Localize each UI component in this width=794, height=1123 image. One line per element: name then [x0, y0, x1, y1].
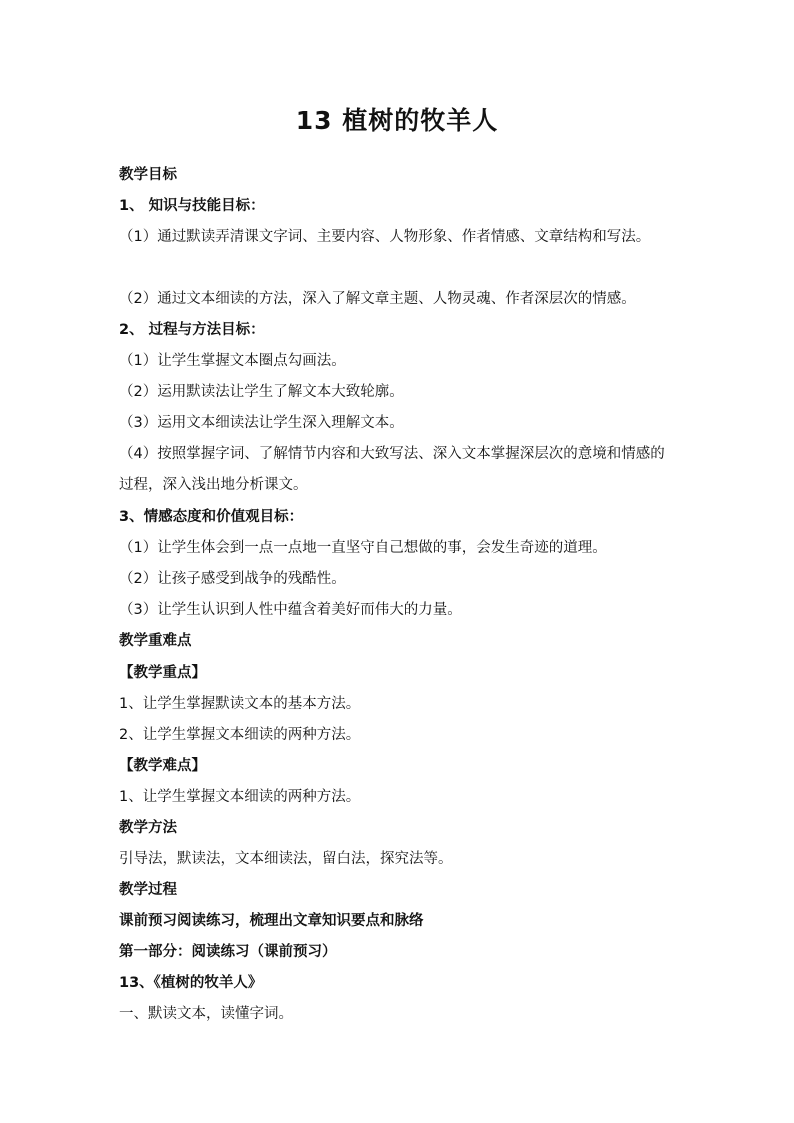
process-heading: 教学过程: [119, 882, 177, 898]
part1-heading: 第一部分：阅读练习（课前预习）: [119, 944, 337, 960]
goal3-heading: 3、情感态度和价值观目标：: [119, 509, 304, 525]
goal1-heading: 1、 知识与技能目标：: [119, 198, 265, 214]
goal2-item3: （3）运用文本细读法让学生深入理解文本。: [119, 415, 404, 431]
preview-heading: 课前预习阅读练习，梳理出文章知识要点和脉络: [119, 913, 424, 929]
goal1-item1: （1）通过默读弄清课文字词、主要内容、人物形象、作者情感、文章结构和写法。: [119, 229, 651, 245]
key-point2: 2、让学生掌握文本细读的两种方法。: [119, 727, 361, 743]
key-points-heading: 【教学重点】: [119, 665, 206, 681]
page-title: 13 植树的牧羊人: [295, 106, 499, 135]
goal2-heading: 2、 过程与方法目标：: [119, 322, 265, 338]
goals-heading: 教学目标: [119, 167, 177, 183]
difficult-point1: 1、让学生掌握文本细读的两种方法。: [119, 789, 361, 805]
goal3-item1: （1）让学生体会到一点一点地一直坚守自己想做的事，会发生奇迹的道理。: [119, 540, 607, 556]
lesson-heading: 13、《植树的牧羊人》: [119, 975, 263, 991]
goal2-item4: （4）按照掌握字词、了解情节内容和大致写法、深入文本掌握深层次的意境和情感的过程，深入浅出地分析课文。: [119, 446, 665, 493]
key-point1: 1、让学生掌握默读文本的基本方法。: [119, 696, 361, 712]
difficult-heading: 【教学难点】: [119, 758, 206, 774]
goal3-item3: （3）让学生认识到人性中蕴含着美好而伟大的力量。: [119, 602, 462, 618]
goal3-item2: （2）让孩子感受到战争的残酷性。: [119, 571, 346, 587]
goal1-item2: （2）通过文本细读的方法，深入了解文章主题、人物灵魂、作者深层次的情感。: [119, 291, 636, 307]
goal2-item1: （1）让学生掌握文本圈点勾画法。: [119, 353, 346, 369]
methods-heading: 教学方法: [119, 820, 177, 836]
methods-text: 引导法，默读法，文本细读法，留白法，探究法等。: [119, 851, 453, 867]
step1-text: 一、默读文本，读懂字词。: [119, 1006, 293, 1022]
goal2-item2: （2）运用默读法让学生了解文本大致轮廓。: [119, 384, 404, 400]
key-difficult-heading: 教学重难点: [119, 633, 192, 649]
